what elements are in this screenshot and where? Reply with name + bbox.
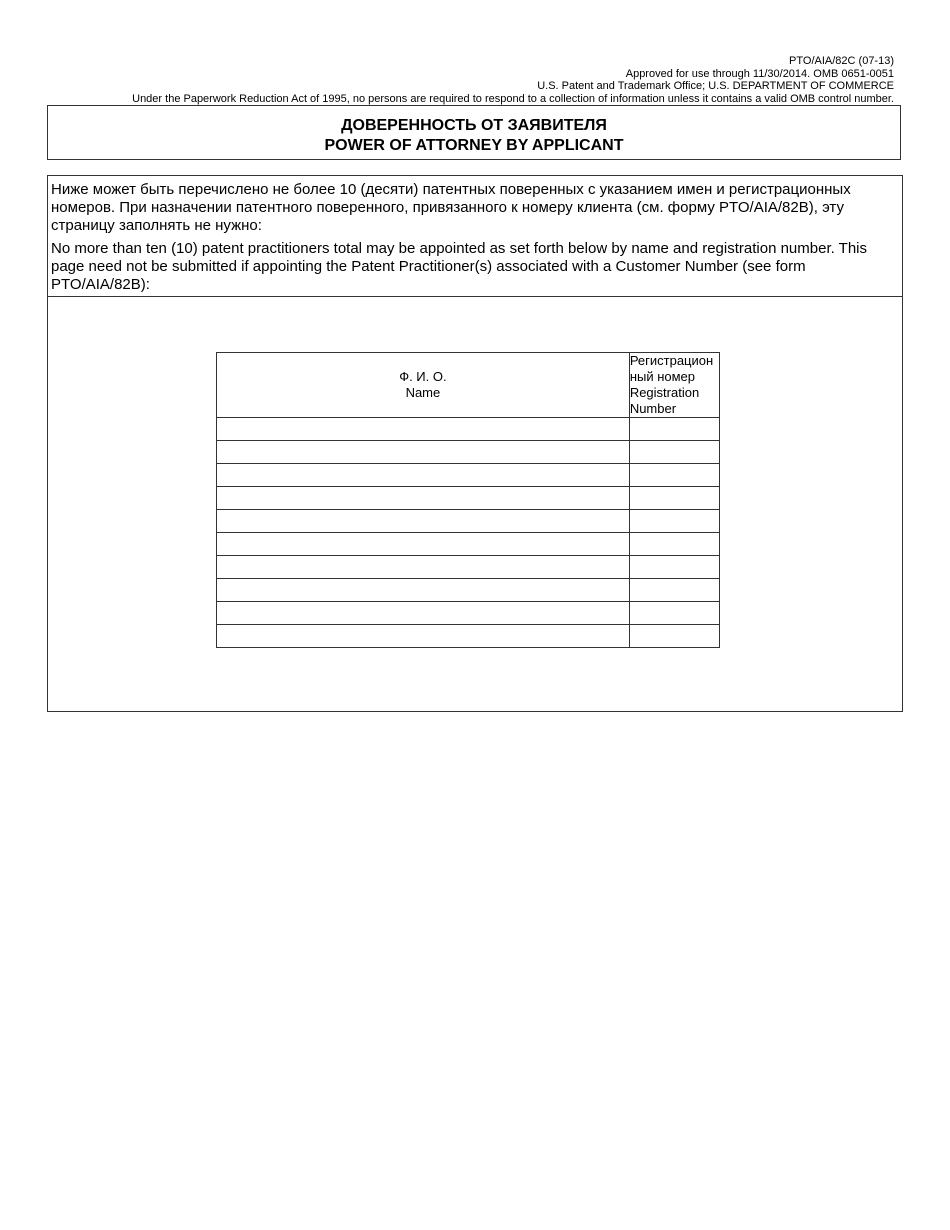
table-row <box>217 464 720 487</box>
name-column-header <box>217 353 630 418</box>
registration-cell[interactable] <box>629 579 719 602</box>
registration-cell[interactable] <box>629 441 719 464</box>
registration-cell[interactable] <box>629 625 719 648</box>
name-cell[interactable] <box>217 533 630 556</box>
practitioner-section <box>47 175 903 712</box>
name-cell[interactable] <box>217 510 630 533</box>
table-row <box>217 418 720 441</box>
name-cell[interactable] <box>217 464 630 487</box>
registration-cell[interactable] <box>629 464 719 487</box>
table-row <box>217 441 720 464</box>
form-header <box>132 55 894 105</box>
name-header-en: Name <box>405 385 441 400</box>
registration-cell[interactable] <box>629 556 719 579</box>
name-header-ru: Ф. И. О. <box>399 369 447 384</box>
registration-cell[interactable] <box>629 602 719 625</box>
practitioner-table <box>216 352 720 648</box>
instructions-en: No more than ten (10) patent practitioners total may be appointed as set forth below by name and registration number. This page need not be submitted if appointing the Patent Practitioner(s) associated with a Customer Number (see form PTO/AIA/82B): <box>51 240 868 293</box>
table-row <box>217 510 720 533</box>
name-cell[interactable] <box>217 579 630 602</box>
registration-cell[interactable] <box>629 418 719 441</box>
instructions-ru: Ниже может быть перечислено не более 10 (десяти) патентных поверенных с указанием имен и регистрационных номеров. При назначении патентного поверенного, привязанного к номеру клиента (см. форму PTO/AIA/82B), эту страницу заполнять не нужно: <box>51 181 851 234</box>
approval-notice: Approved for use through 11/30/2014. OMB 0651-0051 <box>625 67 894 80</box>
name-cell[interactable] <box>217 602 630 625</box>
name-cell[interactable] <box>217 556 630 579</box>
instructions <box>48 176 902 297</box>
registration-cell[interactable] <box>629 487 719 510</box>
reg-header-ru: Регистрационный номер <box>629 353 714 384</box>
name-cell[interactable] <box>217 418 630 441</box>
registration-cell[interactable] <box>629 510 719 533</box>
form-title-en: POWER OF ATTORNEY BY APPLICANT <box>324 136 624 154</box>
table-row <box>217 556 720 579</box>
name-cell[interactable] <box>217 441 630 464</box>
paperwork-notice: Under the Paperwork Reduction Act of 1995, no persons are required to respond to a collection of information unless it contains a valid OMB control number. <box>132 92 894 105</box>
form-number: PTO/AIA/82C (07-13) <box>789 55 894 67</box>
reg-header-en: Registration Number <box>629 385 700 416</box>
name-cell[interactable] <box>217 625 630 648</box>
table-row <box>217 579 720 602</box>
table-header-row <box>217 353 720 418</box>
registration-cell[interactable] <box>629 533 719 556</box>
table-row <box>217 533 720 556</box>
table-row <box>217 625 720 648</box>
table-row <box>217 487 720 510</box>
registration-column-header <box>629 353 719 418</box>
form-title-ru: ДОВЕРЕННОСТЬ ОТ ЗАЯВИТЕЛЯ <box>341 117 607 134</box>
form-title <box>47 105 901 160</box>
agency-name: U.S. Patent and Trademark Office; U.S. DEPARTMENT OF COMMERCE <box>537 80 894 92</box>
table-row <box>217 602 720 625</box>
name-cell[interactable] <box>217 487 630 510</box>
